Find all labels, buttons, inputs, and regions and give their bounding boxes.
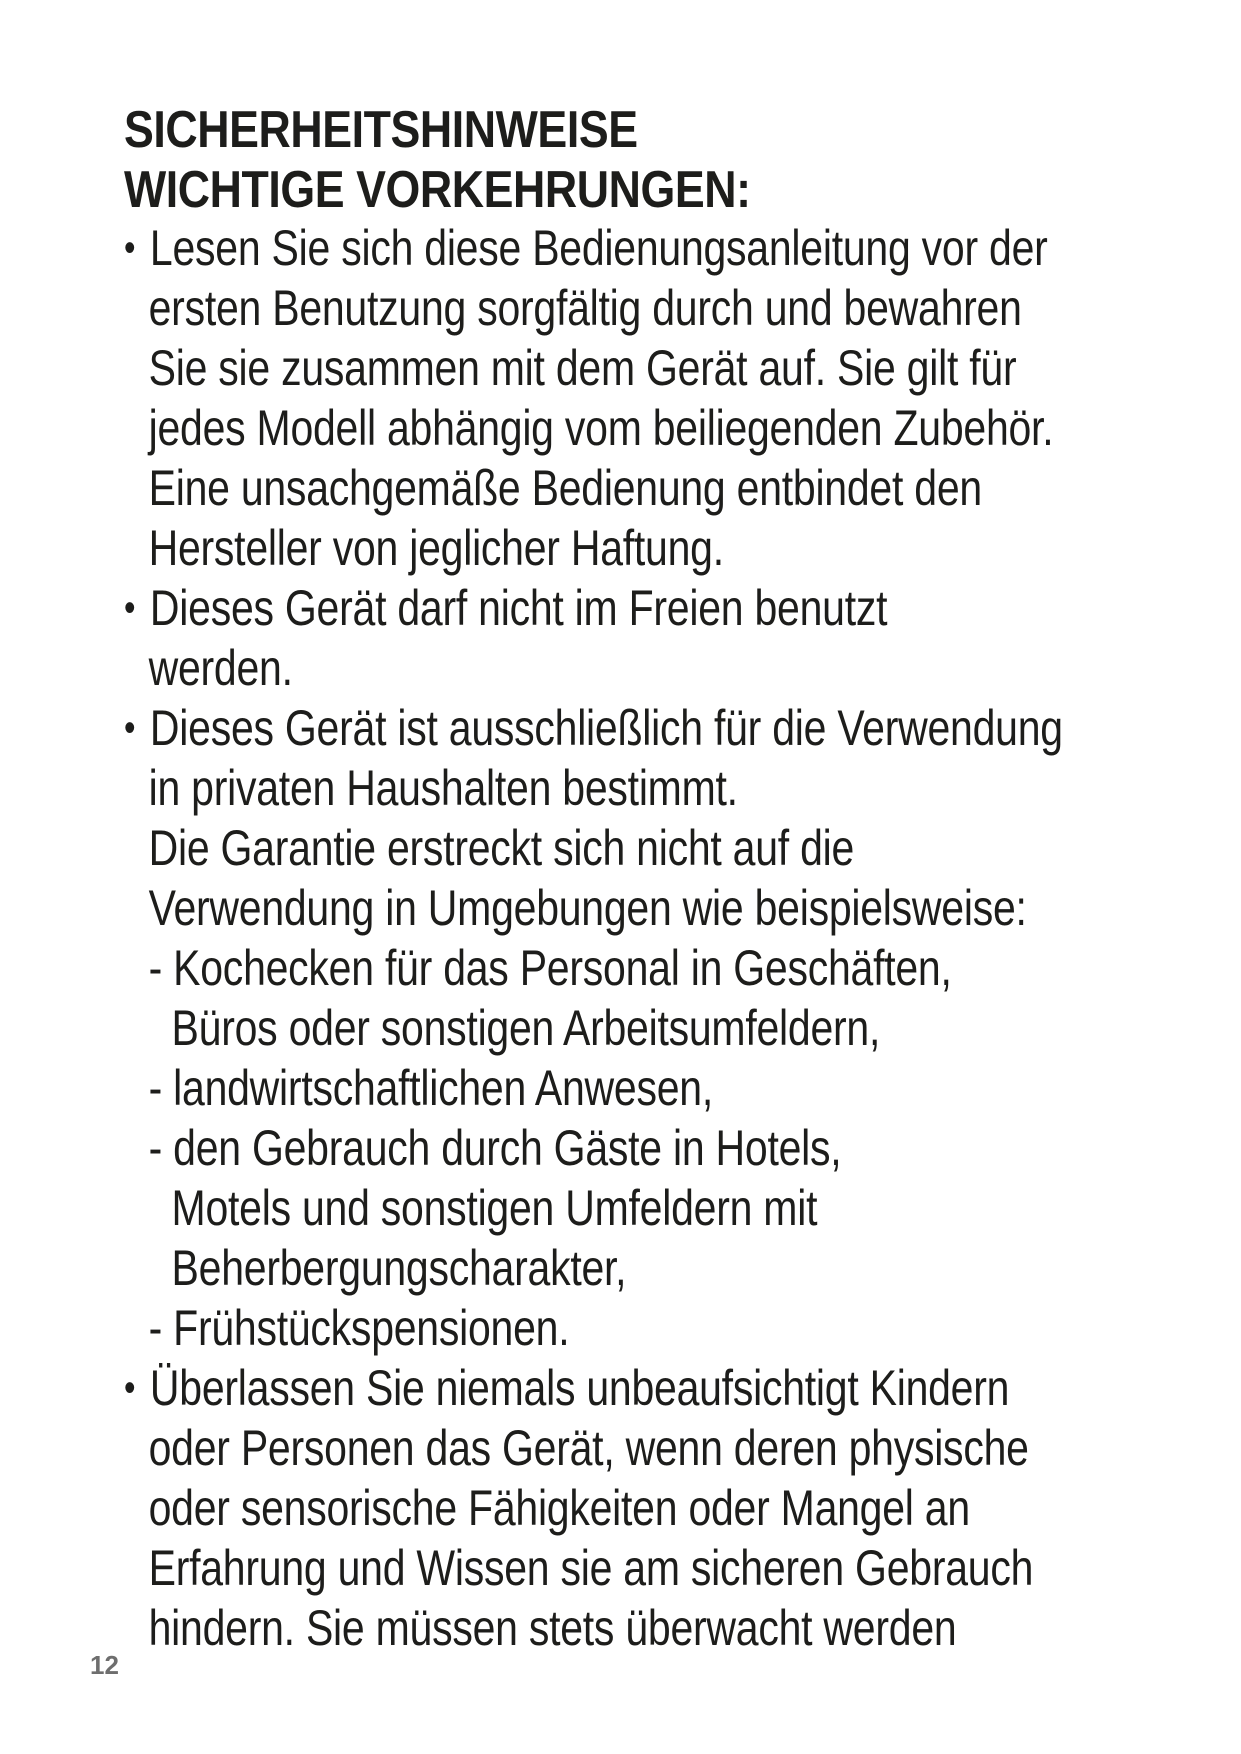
bullet-item-outdoor <box>124 578 1042 638</box>
bullet-icon: • <box>124 226 136 270</box>
text-line: Überlassen Sie niemals unbeaufsichtigt Kindern <box>149 1360 1010 1416</box>
dash-item: - Kochecken für das Personal in Geschäften, <box>148 940 952 996</box>
text-line: Verwendung in Umgebungen wie beispielsweise: <box>148 880 1027 936</box>
dash-item: - Frühstückspensionen. <box>148 1300 570 1356</box>
dash-item-continuation: Beherbergungscharakter, <box>171 1240 627 1296</box>
dash-item-continuation: Büros oder sonstigen Arbeitsumfeldern, <box>171 1000 881 1056</box>
bullet-item-read-manual <box>124 218 1048 278</box>
page-number: 12 <box>90 1650 119 1680</box>
text-line: Dieses Gerät darf nicht im Freien benutzt <box>149 580 888 636</box>
text-line: ersten Benutzung sorgfältig durch und bewahren <box>148 280 1022 336</box>
text-line: Sie sie zusammen mit dem Gerät auf. Sie gilt für <box>148 340 1017 396</box>
heading-line-2: WICHTIGE VORKEHRUNGEN: <box>124 161 751 219</box>
dash-item-continuation: Motels und sonstigen Umfeldern mit <box>171 1180 818 1236</box>
text-line: oder Personen das Gerät, wenn deren physische <box>148 1420 1029 1476</box>
text-line: oder sensorische Fähigkeiten oder Mangel an <box>148 1480 970 1536</box>
bullet-icon: • <box>124 706 136 750</box>
text-line: werden. <box>148 640 293 696</box>
text-line: Lesen Sie sich diese Bedienungsanleitung vor der <box>149 220 1048 276</box>
bullet-icon: • <box>124 586 136 630</box>
text-line: jedes Modell abhängig vom beiliegenden Zubehör. <box>148 400 1054 456</box>
text-line: Die Garantie erstreckt sich nicht auf die <box>148 820 855 876</box>
text-line: Dieses Gerät ist ausschließlich für die Verwendung <box>149 700 1063 756</box>
text-line: Hersteller von jeglicher Haftung. <box>148 520 724 576</box>
text-line: Eine unsachgemäße Bedienung entbindet den <box>148 460 982 516</box>
bullet-item-supervision <box>124 1358 1042 1418</box>
text-line: in privaten Haushalten bestimmt. <box>148 760 738 816</box>
heading-line-1: SICHERHEITSHINWEISE <box>124 101 638 159</box>
text-line: Erfahrung und Wissen sie am sicheren Gebrauch <box>148 1540 1034 1596</box>
dash-item: - den Gebrauch durch Gäste in Hotels, <box>148 1120 842 1176</box>
bullet-item-household-use <box>124 698 1063 758</box>
text-line: hindern. Sie müssen stets überwacht werden <box>148 1600 957 1656</box>
safety-instructions <box>124 218 1210 1658</box>
section-heading <box>124 100 751 220</box>
bullet-icon: • <box>124 1366 136 1410</box>
dash-item: - landwirtschaftlichen Anwesen, <box>148 1060 714 1116</box>
